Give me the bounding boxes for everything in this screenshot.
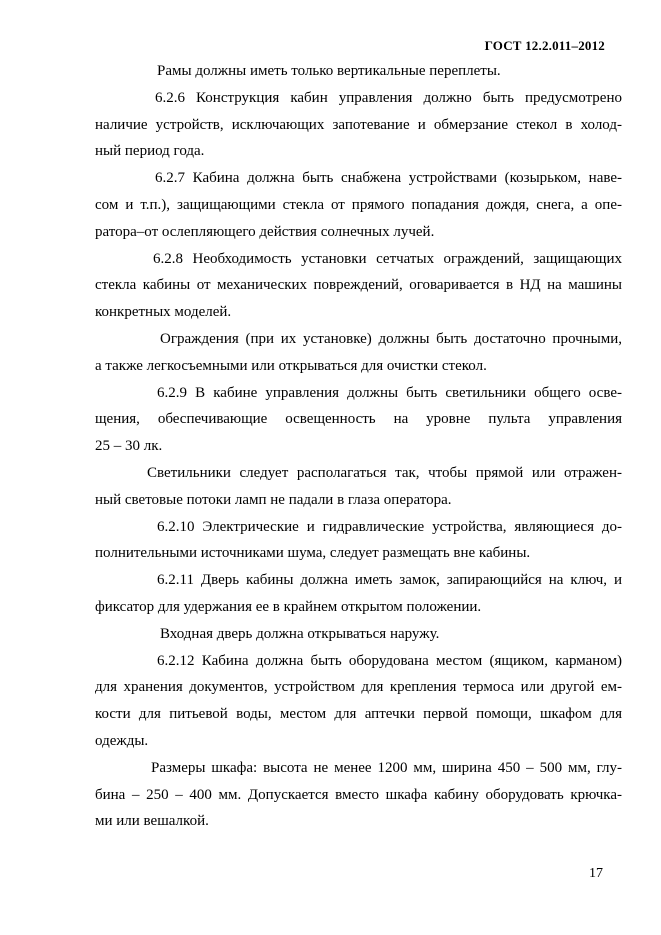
paragraph-line: Ограждения (при их установке) должны быть достаточно прочными, <box>160 330 622 347</box>
paragraph-line: 25 – 30 лк. <box>95 438 163 455</box>
paragraph-line: 6.2.10 Электрические и гидравлические устройства, являющиеся до- <box>157 518 622 535</box>
paragraph-line: одежды. <box>95 732 149 749</box>
paragraph-line: Размеры шкафа: высота не менее 1200 мм, ширина 450 – 500 мм, глу- <box>151 759 622 776</box>
paragraph-line: ратора–от ослепляющего действия солнечных лучей. <box>95 223 435 240</box>
paragraph-line: 6.2.8 Необходимость установки сетчатых ограждений, защищающих <box>153 250 622 267</box>
paragraph-line: ми или вешалкой. <box>95 813 209 830</box>
paragraph <box>95 85 622 165</box>
paragraph-line: Входная дверь должна открываться наружу. <box>160 625 440 642</box>
paragraph-line: конкретных моделей. <box>95 304 232 321</box>
document-body <box>95 58 622 835</box>
paragraph <box>95 326 622 380</box>
paragraph <box>95 58 622 85</box>
paragraph-line: 6.2.12 Кабина должна быть оборудована местом (ящиком, карманом) <box>157 652 622 669</box>
paragraph <box>95 246 622 326</box>
paragraph <box>95 165 622 245</box>
paragraph-line: сом и т.п.), защищающими стекла от прямого попадания дождя, снега, а опе- <box>95 196 622 213</box>
page-number: 17 <box>589 866 603 881</box>
document-standard-header: ГОСТ 12.2.011–2012 <box>484 38 605 53</box>
paragraph-line: ный период года. <box>95 143 205 160</box>
paragraph-line: Рамы должны иметь только вертикальные переплеты. <box>157 63 501 79</box>
paragraph <box>95 567 622 621</box>
paragraph <box>95 380 622 460</box>
paragraph-line: а также легкосъемными или открываться для очистки стекол. <box>95 357 487 374</box>
paragraph <box>95 621 622 648</box>
paragraph-line: бина – 250 – 400 мм. Допускается вместо шкафа кабину оборудовать крючка- <box>95 786 622 803</box>
paragraph-line: для хранения документов, устройством для крепления термоса или другой ем- <box>95 679 622 696</box>
paragraph <box>95 514 622 568</box>
paragraph-line: 6.2.9 В кабине управления должны быть светильники общего осве- <box>157 384 622 401</box>
paragraph <box>95 755 622 835</box>
paragraph-line: фиксатор для удержания ее в крайнем открытом положении. <box>95 598 482 615</box>
paragraph-line: щения, обеспечивающие освещенность на уровне пульта управления <box>95 411 622 428</box>
paragraph-line: Светильники следует располагаться так, чтобы прямой или отражен- <box>147 464 622 481</box>
paragraph-line: 6.2.11 Дверь кабины должна иметь замок, запирающийся на ключ, и <box>157 572 622 589</box>
paragraph-line: ный световые потоки ламп не падали в глаза оператора. <box>95 491 452 508</box>
paragraph <box>95 648 622 755</box>
paragraph-line: кости для питьевой воды, местом для аптечки первой помощи, шкафом для <box>95 706 622 723</box>
paragraph-line: 6.2.6 Конструкция кабин управления должно быть предусмотрено <box>155 89 622 106</box>
paragraph-line: полнительными источниками шума, следует размещать вне кабины. <box>95 545 531 562</box>
paragraph-line: наличие устройств, исключающих запотевание и обмерзание стекол в холод- <box>95 116 622 133</box>
paragraph-line: стекла кабины от механических повреждений, оговаривается в НД на машины <box>95 277 622 294</box>
paragraph <box>95 460 622 514</box>
paragraph-line: 6.2.7 Кабина должна быть снабжена устройствами (козырьком, наве- <box>155 170 622 187</box>
